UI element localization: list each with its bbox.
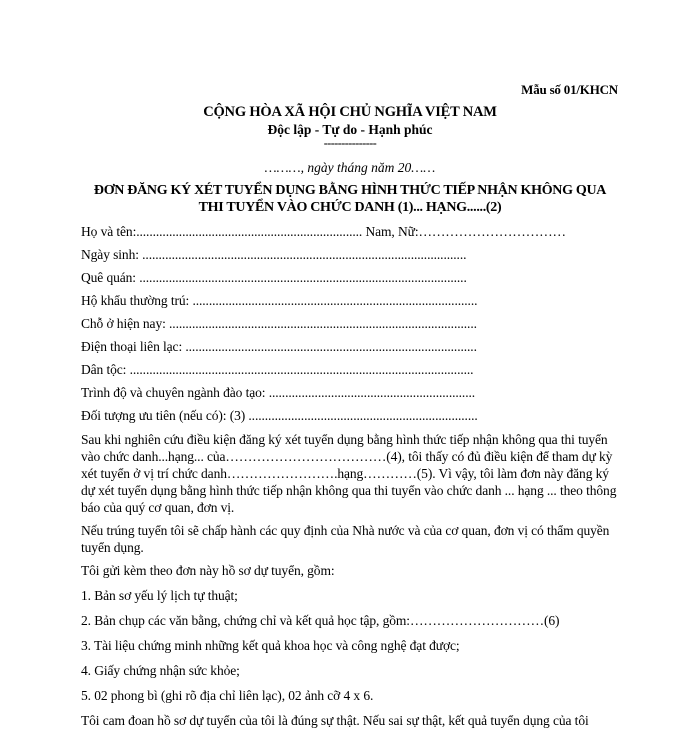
national-motto: Độc lập - Tự do - Hạnh phúc	[267, 122, 433, 137]
birth-date-field: Ngày sinh: ...................................................................................................	[81, 247, 467, 262]
priority-field: Đối tượng ưu tiên (nếu có): (3) ......................................................................	[81, 408, 478, 423]
place-date-line: ………, ngày tháng năm 20……	[264, 160, 436, 175]
document-title-line-1: ĐƠN ĐĂNG KÝ XÉT TUYỂN DỤNG BẰNG HÌNH THỨC TIẾP NHẬN KHÔNG QUA	[93, 183, 607, 198]
current-address-field: Chỗ ở hiện nay: ..............................................................................................	[81, 316, 477, 331]
form-body	[81, 220, 621, 729]
closing-statement: Tôi cam đoan hồ sơ dự tuyển của tôi là đúng sự thật. Nếu sai sự thật, kết quả tuyển dụng của tôi	[81, 713, 589, 728]
phone-field: Điện thoại liên lạc: .........................................................................................	[81, 339, 477, 354]
attachments-intro: Tôi gửi kèm theo đơn này hồ sơ dự tuyển, gồm:	[81, 563, 335, 578]
attachment-item-4: 4. Giấy chứng nhận sức khỏe;	[81, 663, 240, 678]
document-title-line-2: THI TUYỂN VÀO CHỨC DANH (1)... HẠNG......(2)	[198, 200, 502, 215]
national-title: CỘNG HÒA XÃ HỘI CHỦ NGHĨA VIỆT NAM	[203, 104, 497, 120]
name-gender-field: Họ và tên:..................................................................... Nam, Nữ:……………………………	[81, 224, 566, 239]
attachment-item-5: 5. 02 phong bì (ghi rõ địa chỉ liên lạc), 02 ảnh cỡ 4 x 6.	[81, 688, 374, 703]
attachment-item-3: 3. Tài liệu chứng minh những kết quả khoa học và công nghệ đạt được;	[81, 638, 460, 653]
hometown-field: Quê quán: ....................................................................................................	[81, 270, 467, 285]
attachment-item-1: 1. Bản sơ yếu lý lịch tự thuật;	[81, 588, 238, 603]
ethnicity-field: Dân tộc: .........................................................................................................	[81, 362, 474, 377]
attachment-item-2: 2. Bản chụp các văn bằng, chứng chỉ và kết quả học tập, gồm:…………………………(6)	[81, 613, 560, 628]
header-separator: ---------------	[323, 136, 377, 150]
form-number: Mẫu số 01/KHCN	[521, 82, 618, 97]
commitment-paragraph: Nếu trúng tuyển tôi sẽ chấp hành các quy định của Nhà nước và của cơ quan, đơn vị có thẩm quyền tuyển dụng.	[81, 523, 610, 555]
permanent-residence-field: Hộ khẩu thường trú: .......................................................................................	[81, 293, 478, 308]
document-title	[0, 182, 700, 216]
application-paragraph: Sau khi nghiên cứu điều kiện đăng ký xét tuyển dụng bằng hình thức tiếp nhận không qua thi tuyển vào chức danh...hạng... của………………………………(4), tôi thấy có đủ điều kiện để tham dự kỳ xét tuyển ở vị trí chức danh…………………….hạng…………(5). Vì vậy, tôi làm đơn này đăng ký dự xét tuyển dụng bằng hình thức tiếp nhận không qua thi tuyển vào chức danh ... hạng ... theo thông báo của quý cơ quan, đơn vị.	[81, 432, 617, 515]
qualification-field: Trình độ và chuyên ngành đào tạo: ...............................................................	[81, 385, 476, 400]
